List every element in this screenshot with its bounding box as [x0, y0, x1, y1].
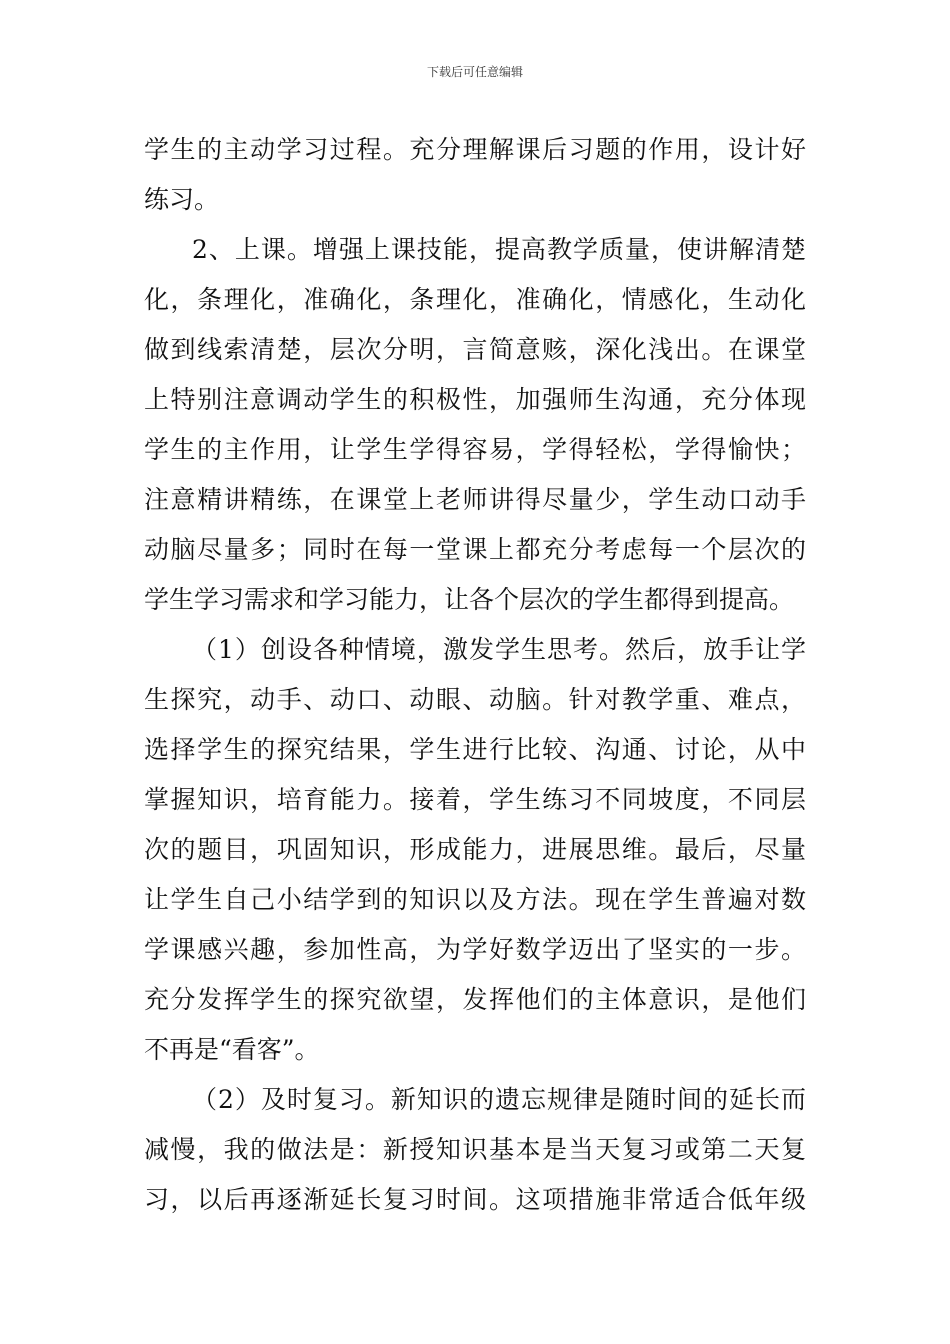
document-body	[144, 125, 806, 1225]
text-line: 减慢，我的做法是：新授知识基本是当天复习或第二天复	[144, 1135, 806, 1164]
text-line: 次的题目，巩固知识，形成能力，进展思维。最后，尽量	[144, 835, 806, 864]
text-line: 让学生自己小结学到的知识以及方法。现在学生普遍对数	[144, 885, 806, 914]
text-line: 学课感兴趣，参加性高，为学好数学迈出了坚实的一步。	[144, 935, 806, 964]
text-line: 动脑尽量多；同时在每一堂课上都充分考虑每一个层次的	[144, 535, 806, 564]
text-line: 学生的主作用，让学生学得容易，学得轻松，学得愉快；	[144, 435, 806, 464]
text-line: 习，以后再逐渐延长复习时间。这项措施非常适合低年级	[144, 1185, 806, 1214]
text-line: 生探究，动手、动口、动眼、动脑。针对教学重、难点，	[144, 685, 806, 714]
text-line: 上特别注意调动学生的积极性，加强师生沟通，充分体现	[144, 385, 806, 414]
text-line: 选择学生的探究结果，学生进行比较、沟通、讨论，从中	[144, 735, 806, 764]
text-line: 做到线索清楚，层次分明，言简意赅，深化浅出。在课堂	[144, 335, 806, 364]
text-line: 不再是“看客”。	[144, 1035, 320, 1064]
text-line: 练习。	[144, 185, 220, 214]
text-line: 注意精讲精练，在课堂上老师讲得尽量少，学生动口动手	[144, 485, 806, 514]
text-line: 化，条理化，准确化，条理化，准确化，情感化，生动化	[144, 285, 806, 314]
text-line: 充分发挥学生的探究欲望，发挥他们的主体意识，是他们	[144, 985, 806, 1014]
text-line: 2、上课。增强上课技能，提高教学质量，使讲解清楚	[192, 235, 806, 264]
text-line: （2）及时复习。新知识的遗忘规律是随时间的延长而	[192, 1085, 806, 1114]
text-line: （1）创设各种情境，激发学生思考。然后，放手让学	[192, 635, 806, 664]
text-line: 学生的主动学习过程。充分理解课后习题的作用，设计好	[144, 135, 806, 164]
page-header: 下载后可任意编辑	[426, 65, 523, 79]
text-line: 学生学习需求和学习能力，让各个层次的学生都得到提高。	[144, 585, 795, 614]
text-line: 掌握知识，培育能力。接着，学生练习不同坡度，不同层	[144, 785, 806, 814]
